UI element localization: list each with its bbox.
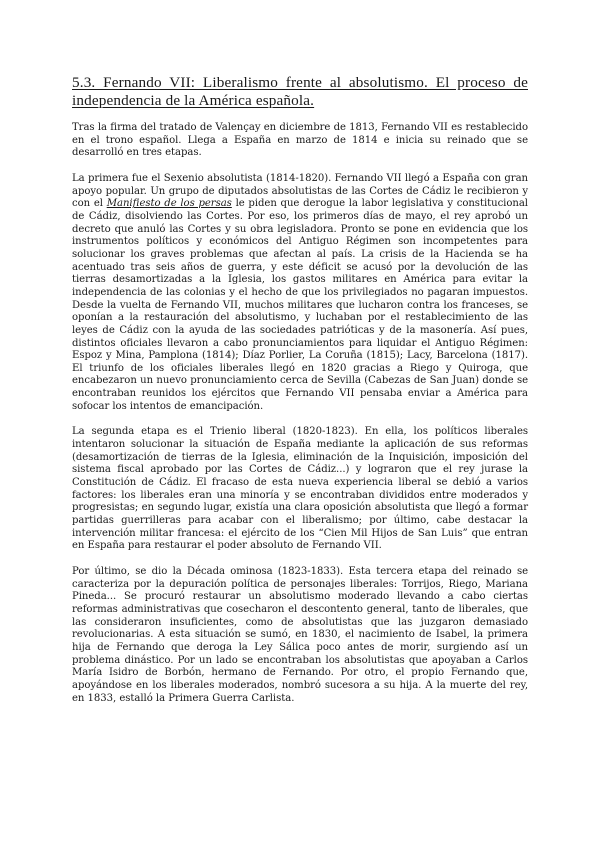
section-title: 5.3. Fernando VII: Liberalismo frente al absolutismo. El proceso de independencia de la América española.	[72, 74, 528, 109]
paragraph-trienio-liberal: La segunda etapa es el Trienio liberal (1820-1823). En ella, los políticos liberales intentaron solucionar la situación de España mediante la aplicación de sus reformas (desamortización de tierras de la Iglesia, eliminación de la Inquisición, imposición del sistema fiscal aprobado por las Cortes de Cádiz...) y lograron que el rey jurase la Constitución de Cádiz. El fracaso de esta nueva experiencia liberal se debió a varios factores: los liberales eran una minoría y se encontraban divididos entre moderados y progresistas; en segundo lugar, existía una clara oposición absolutista que llegó a formar partidas guerrilleras para acabar con el liberalismo; por último, cabe destacar la intervención militar francesa: el ejército de los “Cien Mil Hijos de San Luis” que entran en España para restaurar el poder absoluto de Fernando VII.	[72, 426, 528, 552]
paragraph-decada-ominosa: Por último, se dio la Década ominosa (1823-1833). Esta tercera etapa del reinado se caracteriza por la depuración política de personajes liberales: Torrijos, Riego, Mariana Pineda... Se procuró restaurar un absolutismo moderado llevando a cabo ciertas reformas administrativas que cosecharon el descontento general, tanto de liberales, que las consideraron insuficientes, como de absolutistas que las juzgaron demasiado revolucionarias. A esta situación se sumó, en 1830, el nacimiento de Isabel, la primera hija de Fernando que deroga la Ley Sálica poco antes de morir, surgiendo así un problema dinástico. Por un lado se encontraban los absolutistas que apoyaban a Carlos María Isidro de Borbón, hermano de Fernando. Por otro, el propio Fernando que, apoyándose en los liberales moderados, nombró sucesora a su hija. A la muerte del rey, en 1833, estalló la Primera Guerra Carlista.	[72, 566, 528, 704]
paragraph-text-before: La primera fue el Sexenio absolutista (1814-1820). Fernando VII llegó a España con gran apoyo popular. Un grupo de diputados absolutistas de las Cortes de Cádiz le recibieron y con el	[72, 172, 528, 210]
paragraph-sexenio-absolutista	[72, 173, 528, 413]
paragraph-text-after: le piden que derogue la labor legislativa y constitucional de Cádiz, disolviendo las Cortes. Por eso, los primeros días de mayo, el rey aprobó un decreto que anuló las Cortes y su obra legisladora. Pronto se pone en evidencia que los instrumentos políticos y económicos del Antiguo Régimen son incompetentes para solucionar los graves problemas que afectan al país. La crisis de la Hacienda se ha acentuado tras seis años de guerra, y este déficit se acusó por la devolución de las tierras desamortizadas a la Iglesia, los gastos militares en América para evitar la independencia de las colonias y el hecho de que los privilegiados no pagaran impuestos. Desde la vuelta de Fernando VII, muchos militares que lucharon contra los franceses, se oponían a la restauración del absolutismo, y luchaban por el restablecimiento de las leyes de Cádiz con la ayuda de las sociedades patrióticas y de la masonería. Así pues, distintos oficiales llevaron a cabo pronunciamientos para liquidar el Antiguo Régimen: Espoz y Mina, Pamplona (1814); Díaz Porlier, La Coruña (1815); Lacy, Barcelona (1817). El triunfo de los oficiales liberales llegó en 1820 gracias a Riego y Quiroga, que encabezaron un nuevo pronunciamiento cerca de Sevilla (Cabezas de San Juan) donde se encontraban reunidos los ejércitos que Fernando VII pensaba enviar a América para sofocar los intentos de emancipación.	[72, 198, 528, 412]
document-page	[72, 74, 528, 718]
paragraph-intro: Tras la firma del tratado de Valençay en diciembre de 1813, Fernando VII es restablecido en el trono español. Llega a España en marzo de 1814 e inicia su reinado que se desarrolló en tres etapas.	[72, 122, 528, 159]
manifiesto-persas-emphasis: Manifiesto de los persas	[106, 198, 232, 210]
